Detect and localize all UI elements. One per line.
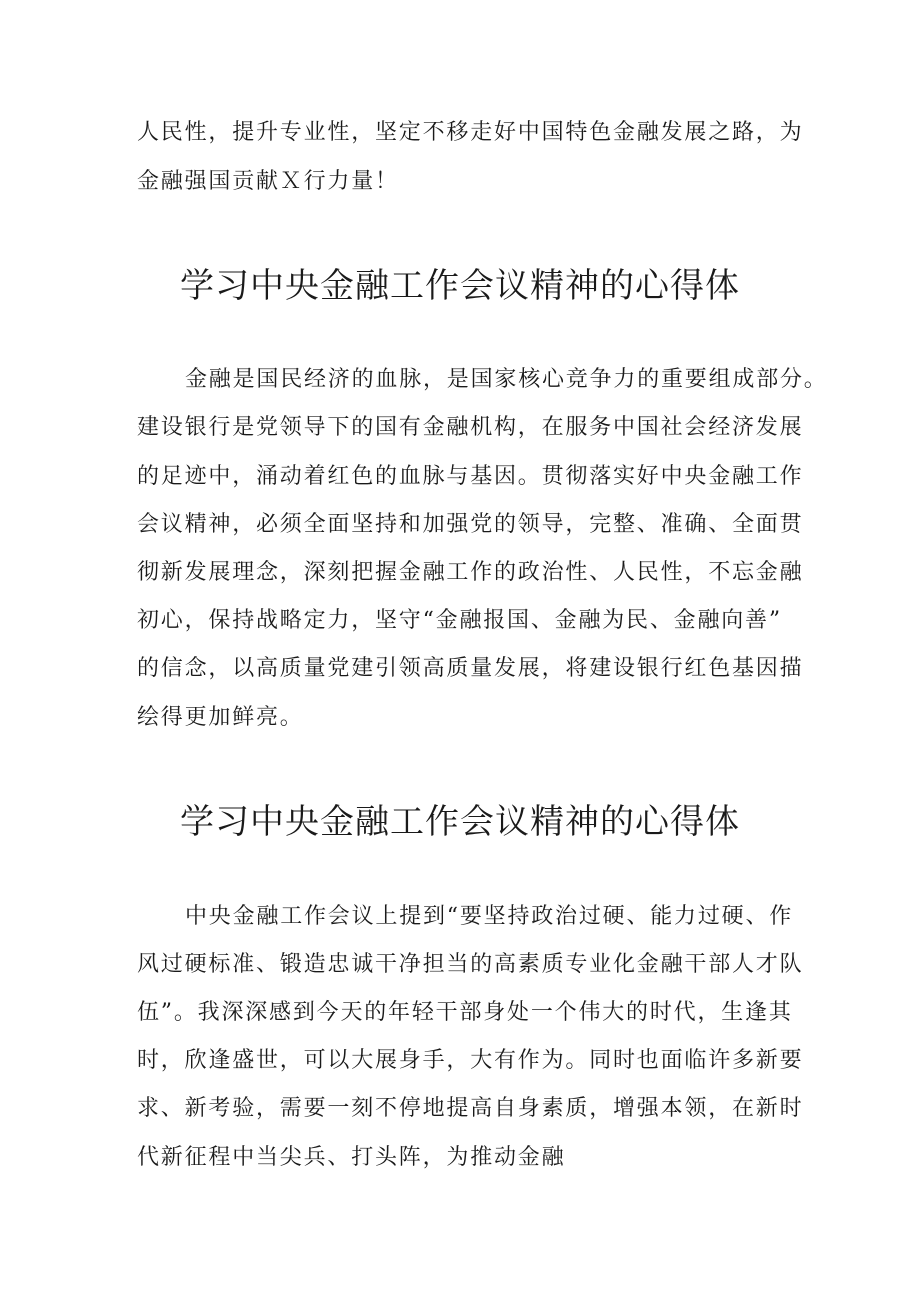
paragraph-line: 彻新发展理念，深刻把握金融工作的政治性、人民性，不忘金融 [137,560,804,585]
paragraph-line: 求、新考验，需要一刻不停地提高自身素质，增强本领，在新时 [137,1096,804,1121]
intro-line: 人民性，提升专业性，坚定不移走好中国特色金融发展之路，为 [137,120,804,145]
section-heading: 学习中央金融工作会议精神的心得体 [180,802,740,842]
paragraph-line: 的信念，以高质量党建引领高质量发展，将建设银行红色基因描 [137,656,804,681]
paragraph-line: 伍”。我深深感到今天的年轻干部身处一个伟大的时代，生逢其 [137,1000,793,1025]
paragraph-line: 时，欣逢盛世，可以大展身手，大有作为。同时也面临许多新要 [137,1048,804,1073]
paragraph-line: 绘得更加鲜亮。 [137,705,304,730]
paragraph-line: 的足迹中，涌动着红色的血脉与基因。贯彻落实好中央金融工作 [137,464,804,489]
paragraph-line: 金融是国民经济的血脉，是国家核心竞争力的重要组成部分。 [185,367,828,392]
paragraph-line: 会议精神，必须全面坚持和加强党的领导，完整、准确、全面贯 [137,512,804,537]
paragraph-line: 建设银行是党领导下的国有金融机构，在服务中国社会经济发展 [137,415,804,440]
paragraph-line: 风过硬标准、锻造忠诚干净担当的高素质专业化金融干部人才队 [137,952,804,977]
intro-line: 金融强国贡献Ｘ行力量！ [137,169,399,194]
paragraph-line: 中央金融工作会议上提到“要坚持政治过硬、能力过硬、作 [185,904,794,929]
section-heading: 学习中央金融工作会议精神的心得体 [180,266,740,306]
paragraph-line: 代新征程中当尖兵、打头阵，为推动金融 [137,1145,566,1170]
paragraph-line: 初心，保持战略定力，坚守“金融报国、金融为民、金融向善” [137,608,782,633]
